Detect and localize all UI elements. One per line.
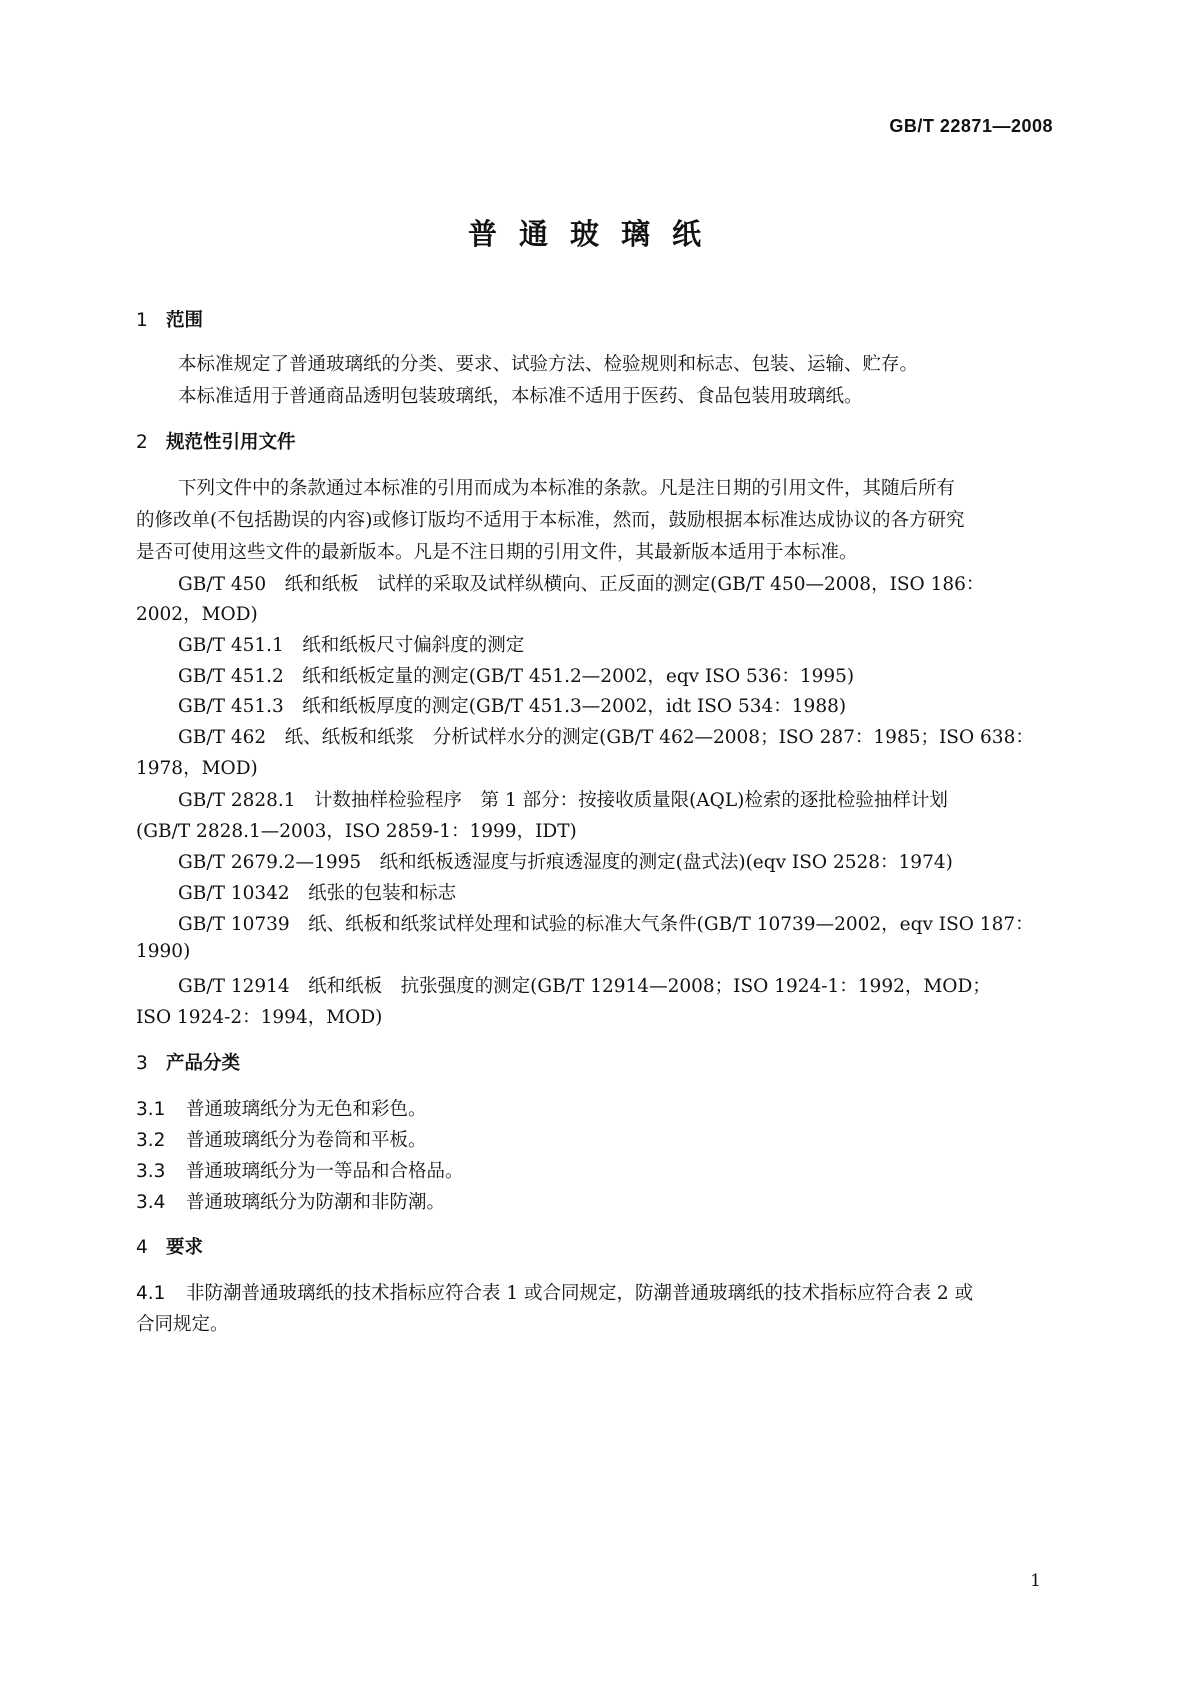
section-number: 1 xyxy=(136,310,148,331)
reference-line: (GB/T 2828.1—2003，ISO 2859-1：1999，IDT) xyxy=(136,821,577,842)
clause-number: 4.1 xyxy=(136,1283,166,1304)
clause-3-2 xyxy=(136,1126,427,1152)
clause-text: 非防潮普通玻璃纸的技术指标应符合表 1 或合同规定，防潮普通玻璃纸的技术指标应符合表 2 或 xyxy=(186,1283,974,1304)
section-title: 要求 xyxy=(166,1237,204,1258)
clause-text: 普通玻璃纸分为卷筒和平板。 xyxy=(186,1130,427,1151)
reference-line: GB/T 451.3 纸和纸板厚度的测定(GB/T 451.3—2002，idt ISO 534：1988) xyxy=(178,696,847,717)
clause-number: 3.4 xyxy=(136,1192,166,1213)
reference-line: GB/T 462 纸、纸板和纸浆 分析试样水分的测定(GB/T 462—2008；ISO 287：1985；ISO 638： xyxy=(178,727,1034,748)
section-title: 范围 xyxy=(166,310,204,331)
paragraph: 本标准规定了普通玻璃纸的分类、要求、试验方法、检验规则和标志、包装、运输、贮存。 xyxy=(178,354,919,375)
reference-line: 1990) xyxy=(136,941,191,962)
section-3-heading xyxy=(136,1049,240,1075)
clause-4-1 xyxy=(136,1279,973,1305)
clause-3-4 xyxy=(136,1188,445,1214)
reference-line: GB/T 2828.1 计数抽样检验程序 第 1 部分：按接收质量限(AQL)检索的逐批检验抽样计划 xyxy=(178,790,948,811)
section-2-heading xyxy=(136,428,296,454)
paragraph: 本标准适用于普通商品透明包装玻璃纸，本标准不适用于医药、食品包装用玻璃纸。 xyxy=(178,386,863,407)
section-number: 3 xyxy=(136,1053,148,1074)
reference-line: GB/T 10739 纸、纸板和纸浆试样处理和试验的标准大气条件(GB/T 10739—2002，eqv ISO 187： xyxy=(178,914,1034,935)
paragraph-line: 下列文件中的条款通过本标准的引用而成为本标准的条款。凡是注日期的引用文件，其随后所有 xyxy=(178,478,956,499)
section-4-heading xyxy=(136,1233,203,1259)
section-title: 规范性引用文件 xyxy=(166,432,296,453)
standard-code: GB/T 22871—2008 xyxy=(889,116,1053,136)
paragraph-line: 的修改单(不包括勘误的内容)或修订版均不适用于本标准，然而，鼓励根据本标准达成协议的各方研究 xyxy=(136,510,965,531)
paragraph-line: 是否可使用这些文件的最新版本。凡是不注日期的引用文件，其最新版本适用于本标准。 xyxy=(136,542,858,563)
reference-line: 2002，MOD) xyxy=(136,604,258,625)
clause-3-3 xyxy=(136,1157,464,1183)
clause-text: 普通玻璃纸分为一等品和合格品。 xyxy=(186,1161,464,1182)
section-title: 产品分类 xyxy=(166,1053,241,1074)
clause-number: 3.3 xyxy=(136,1161,166,1182)
reference-line: GB/T 450 纸和纸板 试样的采取及试样纵横向、正反面的测定(GB/T 450—2008，ISO 186： xyxy=(178,574,985,595)
clause-continuation: 合同规定。 xyxy=(136,1314,229,1335)
clause-text: 普通玻璃纸分为无色和彩色。 xyxy=(186,1099,427,1120)
page-number: 1 xyxy=(1030,1571,1041,1591)
section-number: 2 xyxy=(136,432,148,453)
clause-number: 3.2 xyxy=(136,1130,166,1151)
reference-line: GB/T 10342 纸张的包装和标志 xyxy=(178,883,457,904)
section-number: 4 xyxy=(136,1237,148,1258)
clause-number: 3.1 xyxy=(136,1099,166,1120)
reference-line: GB/T 451.2 纸和纸板定量的测定(GB/T 451.2—2002，eqv ISO 536：1995) xyxy=(178,666,855,687)
clause-3-1 xyxy=(136,1095,427,1121)
reference-line: 1978，MOD) xyxy=(136,758,258,779)
reference-line: GB/T 2679.2—1995 纸和纸板透湿度与折痕透湿度的测定(盘式法)(eqv ISO 2528：1974) xyxy=(178,852,953,873)
section-1-heading xyxy=(136,306,203,332)
reference-line: GB/T 12914 纸和纸板 抗张强度的测定(GB/T 12914—2008；ISO 1924-1：1992，MOD； xyxy=(178,976,991,997)
clause-text: 普通玻璃纸分为防潮和非防潮。 xyxy=(186,1192,446,1213)
reference-line: GB/T 451.1 纸和纸板尺寸偏斜度的测定 xyxy=(178,635,525,656)
document-title: 普通玻璃纸 xyxy=(467,217,723,251)
reference-line: ISO 1924-2：1994，MOD) xyxy=(136,1007,383,1028)
